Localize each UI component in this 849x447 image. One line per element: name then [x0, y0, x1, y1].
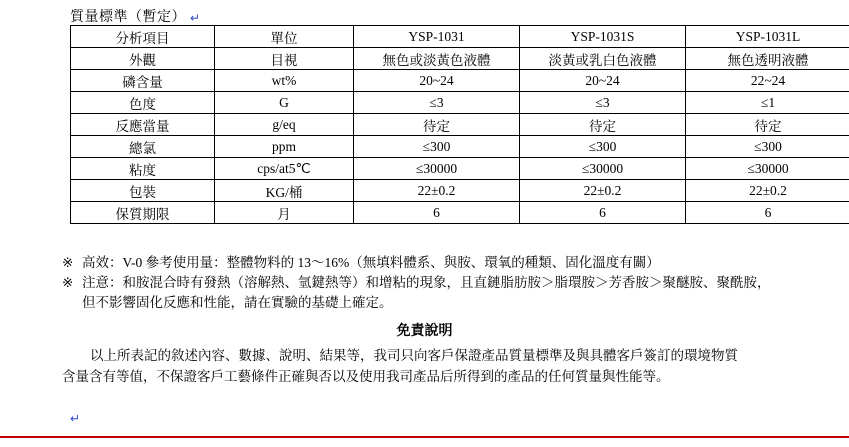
table-cell: 待定	[354, 114, 520, 136]
note-text: 但不影響固化反應和性能，請在實驗的基礎上確定。	[82, 295, 393, 310]
page-title-text: 質量標準（暫定）	[70, 10, 186, 25]
spec-table	[70, 25, 849, 224]
table-header-row	[71, 26, 849, 48]
table-cell: 待定	[686, 114, 849, 136]
table-cell: 22±0.2	[520, 180, 686, 202]
table-cell: ≤300	[686, 136, 849, 158]
table-cell: 反應當量	[71, 114, 215, 136]
table-cell: 包裝	[71, 180, 215, 202]
disclaimer-heading: 免責說明	[396, 324, 453, 339]
table-cell: G	[215, 92, 354, 114]
table-cell: 22±0.2	[686, 180, 849, 202]
table-row	[71, 202, 849, 224]
table-cell: ppm	[215, 136, 354, 158]
table-cell: ≤1	[686, 92, 849, 114]
disclaimer-paragraph: 以上所表記的敘述內容、數據、說明、結果等，我司只向客戶保證產品質量標準及與具體客戶簽訂的環境物質	[90, 348, 738, 363]
table-cell: 色度	[71, 92, 215, 114]
table-cell: 月	[215, 202, 354, 224]
note-mark-icon: ※	[62, 255, 74, 270]
page-title	[70, 6, 201, 26]
table-cell: 保質期限	[71, 202, 215, 224]
table-header-cell: YSP-1031L	[686, 26, 849, 48]
notes-block	[62, 253, 842, 313]
table-header-cell: 單位	[215, 26, 354, 48]
table-cell: ≤300	[354, 136, 520, 158]
table-header-cell: YSP-1031S	[520, 26, 686, 48]
footer-divider	[0, 436, 849, 438]
table-cell: 20~24	[520, 70, 686, 92]
spec-table-body	[71, 26, 849, 224]
table-cell: 外觀	[71, 48, 215, 70]
table-cell: ≤3	[354, 92, 520, 114]
table-cell: 粘度	[71, 158, 215, 180]
disclaimer-body	[62, 345, 837, 387]
table-cell: 22±0.2	[354, 180, 520, 202]
table-header-cell: 分析項目	[71, 26, 215, 48]
table-row	[71, 114, 849, 136]
table-cell: g/eq	[215, 114, 354, 136]
table-row	[71, 48, 849, 70]
note-text: 注意：和胺混合時有發熱（溶解熱、氫鍵熱等）和增粘的現象，且直鏈脂肪胺＞脂環胺＞芳香胺＞聚醚胺、聚酰胺，	[82, 275, 771, 290]
table-cell: cps/at5℃	[215, 158, 354, 180]
table-cell: 目視	[215, 48, 354, 70]
table-cell: ≤300	[520, 136, 686, 158]
table-cell: ≤30000	[520, 158, 686, 180]
table-cell: 無色或淡黃色液體	[354, 48, 520, 70]
note-line	[62, 293, 842, 313]
note-text: 高效：V-0 參考使用量：整體物料的 13～16%（無填料體系、與胺、環氧的種類、固化溫度有關）	[82, 255, 660, 270]
table-cell: KG/桶	[215, 180, 354, 202]
table-row	[71, 136, 849, 158]
disclaimer-paragraph: 含量含有等值，不保證客戶工藝條件正確與否以及使用我司產品后所得到的產品的任何質量與性能等。	[62, 369, 670, 384]
table-row	[71, 92, 849, 114]
table-cell: 6	[686, 202, 849, 224]
note-line	[62, 273, 842, 293]
table-cell: ≤3	[520, 92, 686, 114]
table-cell: 淡黃或乳白色液體	[520, 48, 686, 70]
table-cell: 總氯	[71, 136, 215, 158]
table-cell: 22~24	[686, 70, 849, 92]
table-cell: 20~24	[354, 70, 520, 92]
table-row	[71, 158, 849, 180]
note-line	[62, 253, 842, 273]
table-cell: 磷含量	[71, 70, 215, 92]
table-header-cell: YSP-1031	[354, 26, 520, 48]
paragraph-mark-icon: ↵	[70, 411, 81, 426]
note-mark-icon: ※	[62, 275, 74, 290]
table-cell: ≤30000	[686, 158, 849, 180]
table-cell: ≤30000	[354, 158, 520, 180]
table-cell: 6	[520, 202, 686, 224]
table-cell: wt%	[215, 70, 354, 92]
paragraph-mark-icon: ↵	[190, 10, 201, 25]
table-cell: 無色透明液體	[686, 48, 849, 70]
trailing-paragraph-mark	[70, 410, 80, 425]
table-row	[71, 70, 849, 92]
table-cell: 6	[354, 202, 520, 224]
table-row	[71, 180, 849, 202]
table-cell: 待定	[520, 114, 686, 136]
